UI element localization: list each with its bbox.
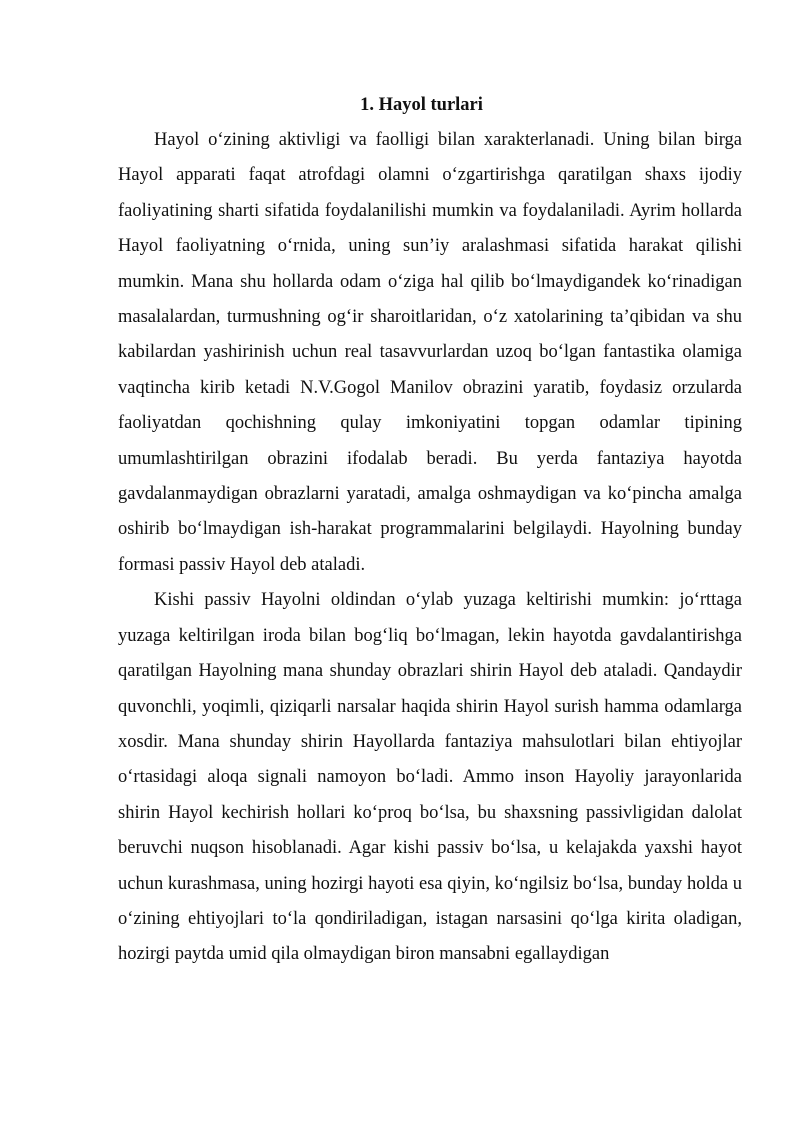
section-heading: 1. Hayol turlari [360, 95, 483, 115]
document-body [118, 123, 742, 973]
paragraph-2: Kishi passiv Hayolni oldindan o‘ylab yuzaga keltirishi mumkin: jo‘rttaga yuzaga keltirilgan iroda bilan bog‘liq bo‘lmagan, lekin hayotda gavdalantirishga qaratilgan Hayolning mana shunday obrazlari shirin Hayol deb ataladi. Qandaydir quvonchli, yoqimli, qiziqarli narsalar haqida shirin Hayol surish hamma odamlarga xosdir. Mana shunday shirin Hayollarda fantaziya mahsulotlari bilan ehtiyojlar o‘rtasidagi aloqa signali namoyon bo‘ladi. Ammo inson Hayoliy jarayonlarida shirin Hayol kechirish hollari ko‘proq bo‘lsa, bu shaxsning passivligidan dalolat beruvchi nuqson hisoblanadi. Agar kishi passiv bo‘lsa, u kelajakda yaxshi hayot uchun kurashmasa, uning hozirgi hayoti esa qiyin, ko‘ngilsiz bo‘lsa, bunday holda u o‘zining ehtiyojlari to‘la qondiriladigan, istagan narsasini qo‘lga kirita oladigan, hozirgi paytda umid qila olmaydigan biron mansabni egallaydigan [118, 590, 742, 965]
paragraph-1: Hayol o‘zining aktivligi va faolligi bilan xarakterlanadi. Uning bilan birga Hayol apparati faqat atrofdagi olamni o‘zgartirishga qaratilgan shaxs ijodiy faoliyatining sharti sifatida foydalanilishi mumkin va foydalaniladi. Ayrim hollarda Hayol faoliyatning o‘rnida, uning sun’iy aralashmasi sifatida harakat qilishi mumkin. Mana shu hollarda odam o‘ziga hal qilib bo‘lmaydigandek ko‘rinadigan masalalardan, turmushning og‘ir sharoitlaridan, o‘z xatolarining ta’qibidan va shu kabilardan yashirinish uchun real tasavvurlardan uzoq bo‘lgan fantastika olamiga vaqtincha kirib ketadi N.V.Gogol Manilov obrazini yaratib, foydasiz orzularda faoliyatdan qochishning qulay imkoniyatini topgan odamlar tipining umumlashtirilgan obrazini ifodalab beradi. Bu yerda fantaziya hayotda gavdalanmaydigan obrazlarni yaratadi, amalga oshmaydigan va ko‘pincha amalga oshirib bo‘lmaydigan ish-harakat programmalarini belgilaydi. Hayolning bunday formasi passiv Hayol deb ataladi. [118, 130, 742, 575]
